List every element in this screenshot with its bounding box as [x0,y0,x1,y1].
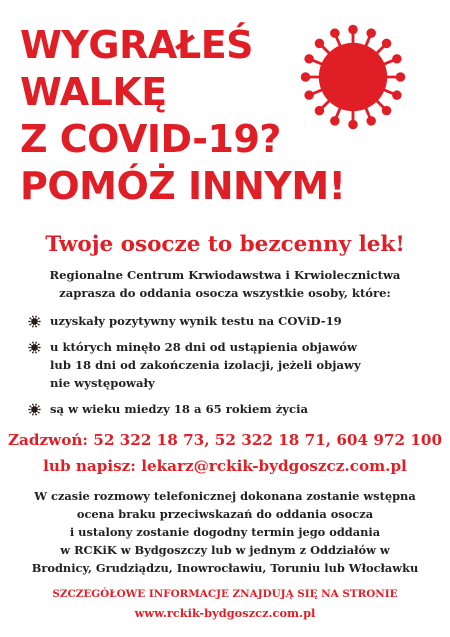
intro-text [0,266,450,302]
intro-line: Regionalne Centrum Krwiodawstwa i Krwiolecznictwa [49,268,401,282]
list-item [28,312,438,330]
subtitle: Twoje osocze to bezcenny lek! [45,232,405,257]
email-contact: lub napisz: lekarz@rckik-bydgoszcz.com.pl [43,457,407,475]
footer-url: www.rckik-bydgoszcz.com.pl [134,606,316,620]
headline-line: WYGRAŁEŚ [20,23,254,67]
virus-bullet-icon [28,403,41,416]
list-item-line: uzyskały pozytywny wynik testu na COViD-19 [50,314,342,328]
headline-line: WALKĘ [20,70,167,114]
body-line: W czasie rozmowy telefonicznej dokonana zostanie wstępna [34,489,416,503]
criteria-list [28,312,438,426]
footer-notice: SZCZEGÓŁOWE INFORMACJE ZNAJDUJĄ SIĘ NA STRONIE [52,588,398,600]
phone-contact: Zadzwoń: 52 322 18 73, 52 322 18 71, 604 972 100 [7,431,443,449]
list-item [28,400,438,418]
body-line: w RCKiK w Bydgoszczy lub w jednym z Oddziałów w [60,543,390,557]
body-line: Brodnicy, Grudziądzu, Inowrocławiu, Toruniu lub Włocławku [31,561,419,575]
intro-line: zaprasza do oddania osocza wszystkie osoby, które: [59,286,391,300]
list-item-line: są w wieku miedzy 18 a 65 rokiem życia [50,402,309,416]
list-item-line: lub 18 dni od zakończenia izolacji, jeżeli objawy [50,358,361,372]
virus-bullet-icon [28,341,41,354]
body-line: i ustalony zostanie dogodny termin jego oddania [69,525,381,539]
list-item-line: u których minęło 28 dni od ustąpienia objawów [50,340,358,354]
virus-icon [296,20,410,134]
headline-line: POMÓŻ INNYM! [20,164,346,208]
list-item [28,338,438,392]
headline-line: Z COVID-19? [20,117,281,161]
list-item-line: nie występowały [50,376,155,390]
body-text [0,487,450,577]
virus-bullet-icon [28,315,41,328]
body-line: ocena braku przeciwskazań do oddania osocza [76,507,374,521]
